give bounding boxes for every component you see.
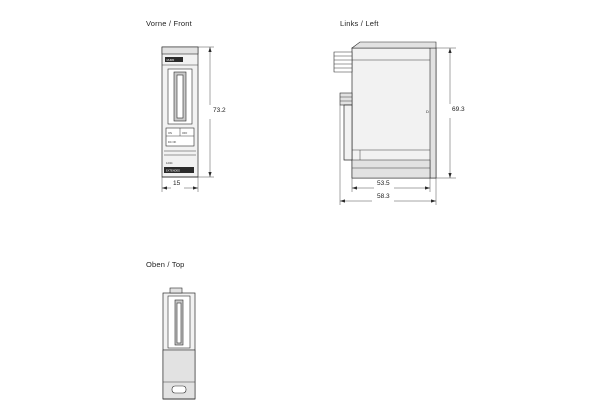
svg-text:12/24: 12/24 (166, 162, 173, 165)
dimension-left-height: 69.3 (452, 106, 465, 113)
dimension-front-width: 15 (173, 180, 181, 187)
dimension-left-depth-outer: 58.3 (377, 193, 390, 200)
svg-text:ON: ON (168, 132, 172, 135)
svg-text:OFF: OFF (182, 132, 188, 135)
svg-text:MURR: MURR (166, 59, 175, 62)
view-title-top: Oben / Top (146, 260, 185, 269)
svg-text:EXTENDED: EXTENDED (166, 169, 181, 173)
view-title-front: Vorne / Front (146, 19, 192, 28)
view-title-left: Links / Left (340, 19, 379, 28)
dimension-front-height: 73.2 (213, 107, 226, 114)
dimension-left-depth-inner: 53.5 (377, 180, 390, 187)
svg-text:D: D (426, 109, 429, 114)
svg-text:DC OK: DC OK (168, 141, 177, 144)
